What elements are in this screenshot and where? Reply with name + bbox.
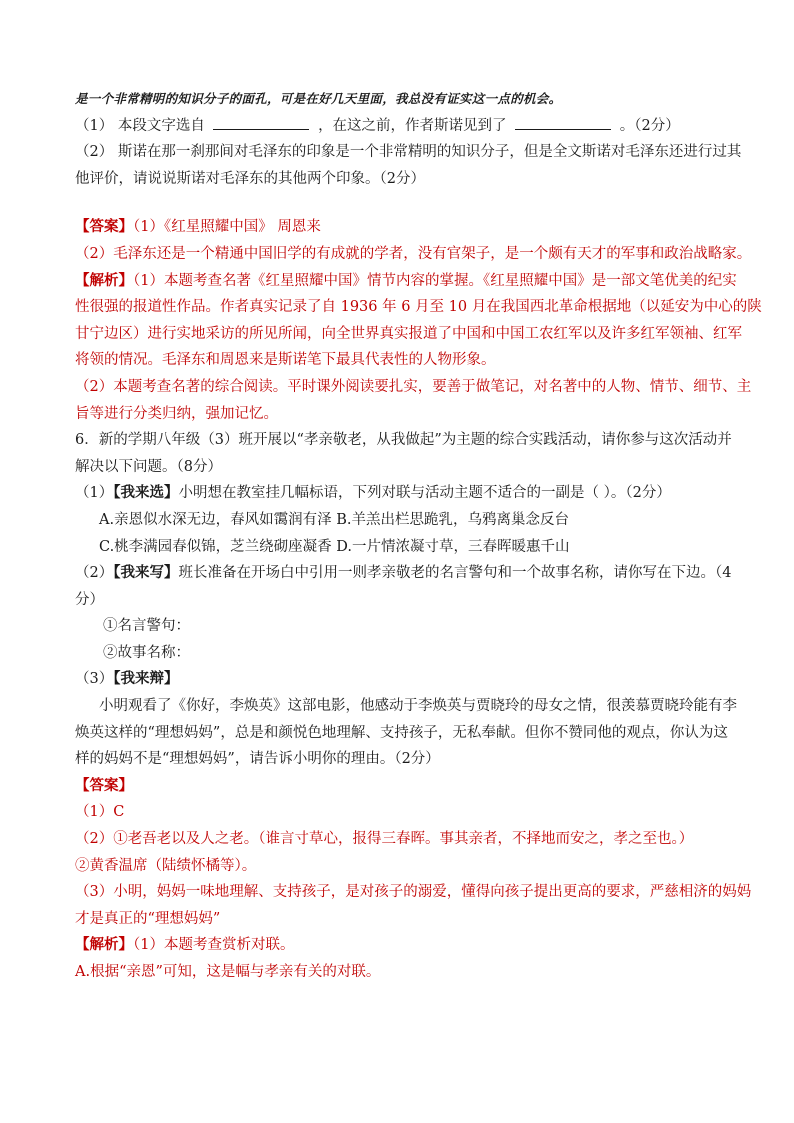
question-6-3 xyxy=(75,666,735,693)
option-ab: A.亲恩似水深无边，春风如霭润有泽 B.羊羔出栏思跪乳，乌鸦离巢念反台 xyxy=(99,511,569,528)
analysis-line-1 xyxy=(75,268,735,295)
analysis-text: （1）本题考查名著《红星照耀中国》情节内容的掌握。《红星照耀中国》是一部文笔优美的纪实 xyxy=(133,272,737,289)
answer-1-text: （1）《红星照耀中国》 周恩来 xyxy=(133,219,321,236)
analysis-label: 【解析】 xyxy=(75,271,133,289)
answer-blank-1[interactable] xyxy=(213,115,309,130)
answer-6-2b: ②黄香温席（陆绩怀橘等）。 xyxy=(75,857,257,874)
answer-6-1: （1）C xyxy=(75,804,125,821)
question-1-mid: ，在这之前，作者斯诺见到了 xyxy=(318,117,507,134)
answer-6-2: （2）①老吾老以及人之老。（谁言寸草心，报得三春晖。事其亲者，不择地而安之，孝之至也。） xyxy=(75,831,694,848)
passage-tail: 是一个非常精明的知识分子的面孔，可是在好几天里面，我总没有证实这一点的机会。 xyxy=(75,91,562,106)
analysis-6-line-1 xyxy=(75,932,735,959)
question-6-3-line-1: 小明观看了《你好，李焕英》这部电影，他感动于李焕英与贾晓玲的母女之情，很羡慕贾晓玲能有李 xyxy=(99,698,737,715)
question-6-2-prefix: （2） xyxy=(75,565,114,582)
story-item: ②故事名称： xyxy=(103,644,190,661)
question-6-2-tag: 【我来写】 xyxy=(113,564,179,582)
analysis-line-3: 甘宁边区）进行实地采访的所见所闻，向全世界真实报道了中国和中国工农红军以及许多红军领袖、红军 xyxy=(75,325,742,342)
question-6-1-prefix: （1） xyxy=(75,485,114,502)
question-6-3-line-2: 焕英这样的“理想妈妈”，总是和颜悦色地理解、支持孩子，无私奉献。但你不赞同他的观点，你认为这 xyxy=(75,724,728,741)
question-6-line-1: 6．新的学期八年级（3）班开展以“孝亲敬老，从我做起”为主题的综合实践活动，请你参与这次活动并 xyxy=(75,432,732,449)
quote-item: ①名言警句： xyxy=(103,618,190,635)
question-6-1-tag: 【我来选】 xyxy=(113,484,179,502)
analysis-line-2: 性很强的报道性作品。作者真实记录了自 1936 年 6 月至 10 月在我国西北革命根据地（以延安为中心的陕 xyxy=(75,299,762,316)
answer-6-3-line-2: 才是真正的“理想妈妈” xyxy=(75,910,221,927)
answer-blank-2[interactable] xyxy=(515,115,611,130)
answer-6-3-line-1: （3）小明，妈妈一味地理解、支持孩子，是对孩子的溺爱，懂得向孩子提出更高的要求，严慈相济的妈妈 xyxy=(75,884,752,901)
analysis-line-4: 将领的情况。毛泽东和周恩来是斯诺笔下最具代表性的人物形象。 xyxy=(75,352,496,369)
question-1-prefix: （1） 本段文字选自 xyxy=(75,117,205,134)
question-1 xyxy=(75,113,735,140)
analysis-6-1-text: （1）本题考查赏析对联。 xyxy=(133,937,295,954)
analysis-line-6: 旨等进行分类归纳，强加记忆。 xyxy=(75,405,278,422)
question-6-3-tag: 【我来辩】 xyxy=(113,670,179,688)
analysis-6-label: 【解析】 xyxy=(75,936,133,954)
answer-2: （2）毛泽东还是一个精通中国旧学的有成就的学者，没有官架子，是一个颇有天才的军事和政治战略家。 xyxy=(75,245,752,262)
question-6-3-line-3: 样的妈妈不是“理想妈妈”，请告诉小明你的理由。（2分） xyxy=(75,751,440,768)
question-2-line-1: （2） 斯诺在那一刹那间对毛泽东的印象是一个非常精明的知识分子，但是全文斯诺对毛泽东还进行过其 xyxy=(75,144,742,161)
answer-1 xyxy=(75,214,735,241)
question-6-2 xyxy=(75,560,735,587)
option-cd: C.桃李满园春似锦，芝兰绕砌座凝香 D.一片情浓凝寸草，三春晖暖惠千山 xyxy=(99,538,570,555)
analysis-6-A: A.根据“亲恩”可知，这是幅与孝亲有关的对联。 xyxy=(75,964,381,980)
question-6-1-text: 小明想在教室挂几幅标语，下列对联与活动主题不适合的一副是（ ）。（2分） xyxy=(178,485,671,502)
question-6-line-2: 解决以下问题。（8分） xyxy=(75,458,222,475)
question-6-2-line-2: 分） xyxy=(75,591,104,608)
question-2-line-2: 他评价，请说说斯诺对毛泽东的其他两个印象。（2分） xyxy=(75,170,425,187)
question-6-2-text: 班长准备在开场白中引用一则孝亲敬老的名言警句和一个故事名称，请你写在下边。（4 xyxy=(178,565,732,582)
question-1-suffix: 。（2分） xyxy=(619,117,680,134)
spacer xyxy=(75,192,735,214)
document-page xyxy=(75,86,762,986)
question-6-1 xyxy=(75,480,735,507)
answer-6-label: 【答案】 xyxy=(75,776,133,794)
question-6-3-prefix: （3） xyxy=(75,671,114,688)
answer-label: 【答案】 xyxy=(75,218,133,236)
analysis-line-5: （2）本题考查名著的综合阅读。平时课外阅读要扎实，要善于做笔记，对名著中的人物、情节、细节、主 xyxy=(75,378,752,395)
